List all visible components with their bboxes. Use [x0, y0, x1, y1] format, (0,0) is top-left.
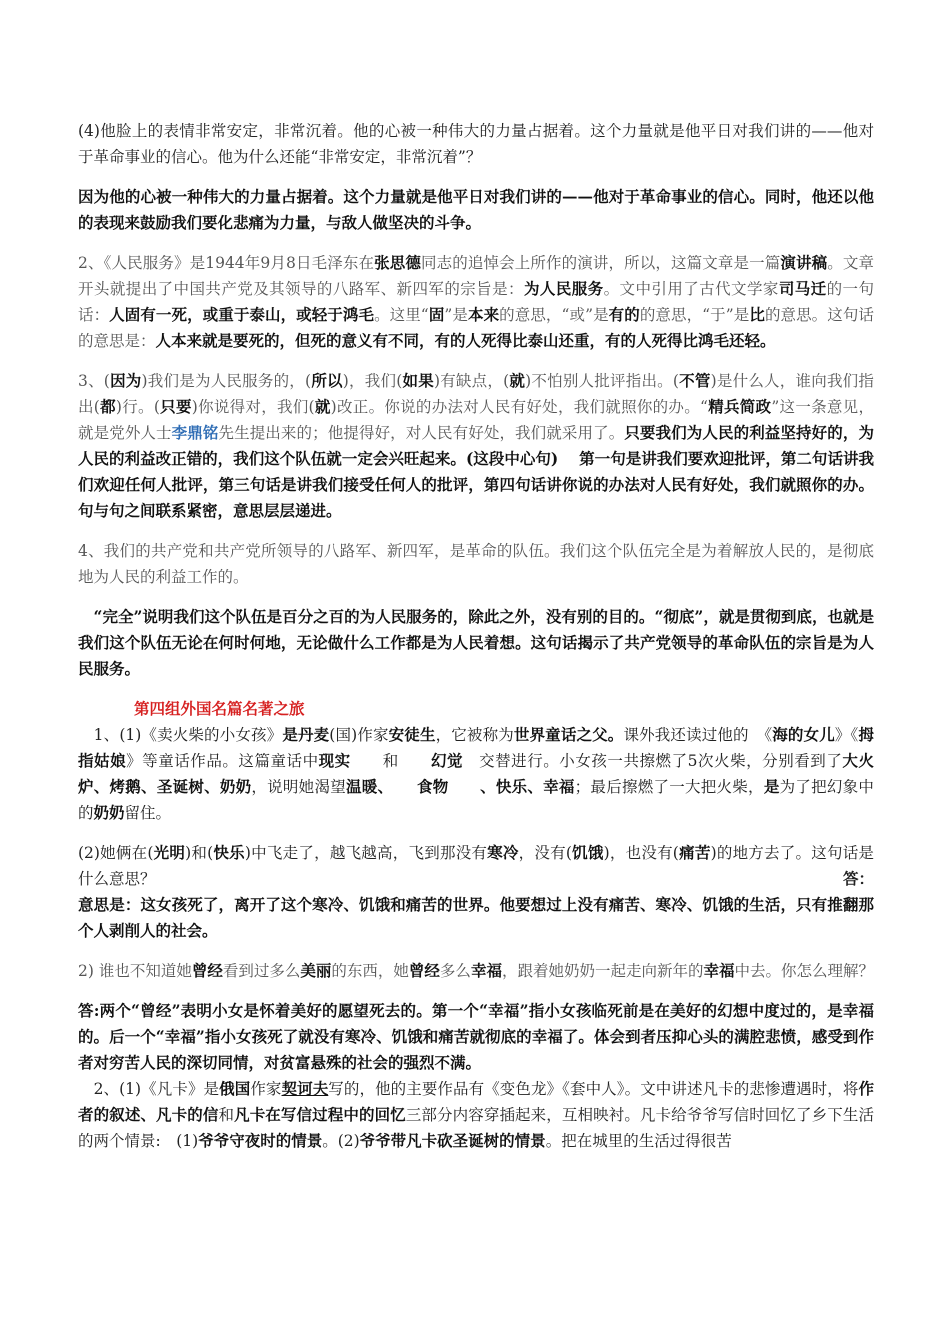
section-3-paragraph	[78, 368, 874, 524]
s2-genre: 演讲稿	[780, 253, 828, 272]
s3-text: )改正。你说的办法对人民有好处，我们就照你的办。“	[330, 398, 708, 416]
group4-item1	[78, 722, 874, 826]
g4-text: )的地方去了。这句话是什么意思？	[78, 844, 874, 888]
g4-text: (国)作家	[329, 726, 389, 744]
group4-item1-question3	[78, 958, 874, 984]
s3-blank: 都	[99, 397, 116, 416]
g4-text: 三部分内容穿插起来，互相映衬。凡卡给爷爷写信时回忆了乡下生活的两个情景: (1)	[78, 1106, 874, 1150]
s3-text: )不怕别人批评指出。(	[525, 372, 679, 390]
document-page	[78, 118, 874, 1154]
s3-li-dingming-link[interactable]: 李鼎铭	[171, 423, 219, 442]
s2-text: 的意思，“于”是	[639, 306, 750, 324]
g4-bold: 现实	[318, 751, 351, 770]
g4-text: 。(2)	[322, 1132, 360, 1150]
s2-zhang-sid: 张思德	[374, 253, 421, 272]
s2-gu: 固	[428, 305, 445, 324]
section-2-paragraph	[78, 250, 874, 354]
g4-bold: 爷爷带凡卡砍圣诞树的情景	[359, 1131, 546, 1150]
g4-text: 写的，他的主要作品有《变色龙》《套中人》。文中讲述凡卡的悲惨遭遇时，将	[328, 1080, 859, 1098]
g4-bold: 食物	[385, 777, 481, 796]
g4-bold: 爷爷守夜时的情景	[198, 1131, 323, 1150]
s3-blank: 不管	[678, 371, 711, 390]
g4-chekhov: 契诃夫	[281, 1079, 329, 1098]
s3-text: )，我们(	[342, 372, 403, 390]
g4-bold: 奶奶	[93, 803, 125, 822]
section-4-paragraph	[78, 538, 874, 590]
s3-text: )有缺点，(	[433, 372, 510, 390]
g4-text: 看到过多么	[222, 962, 301, 980]
g4-bold: 曾经	[191, 961, 223, 980]
s3-blank: 就	[509, 371, 526, 390]
q4-question	[78, 118, 874, 170]
s2-purpose: 为人民服务	[523, 279, 604, 298]
g4-answer-text: 答:两个“曾经”表明小女是怀着美好的愿望死去的。第一个“幸福”指小女孩临死前是在美好的幻想中度过的，是幸福的。后一个“幸福”指小女孩死了就没有寒冷、饥饿和痛苦就彻底的幸福了。体会到者压抑心头的满腔悲愤，感受到作者对穷苦人民的深切同情，对贫富悬殊的社会的强烈不满。	[78, 1001, 874, 1072]
g4-bold: 作者的叙述、凡卡的信	[78, 1079, 874, 1124]
g4-bold: 凡卡在写信过程中的回忆	[234, 1105, 406, 1124]
g4-bold: 世界童话之父。	[513, 725, 624, 744]
g4-bold: 美丽	[300, 961, 332, 980]
s2-text: 的一句话：	[78, 280, 874, 324]
g4-bold: 寒冷	[487, 843, 519, 862]
g4-text: 和	[218, 1106, 235, 1124]
g4-bold: 是	[763, 777, 780, 796]
g4-bold: 幸福	[703, 961, 735, 980]
g4-bold: 是丹麦	[282, 725, 330, 744]
g4-bold: 曾经	[408, 961, 440, 980]
s2-benlai: 本来	[468, 305, 500, 324]
s2-text: 的意思，“或”是	[499, 306, 609, 324]
s2-text: ”是	[444, 306, 468, 324]
s2-meaning: 人本来就是要死的，但死的意义有不同，有的人死得比泰山还重，有的人死得比鸿毛还轻。	[155, 331, 776, 350]
g4-text: 。把在城里的生活过得很苦	[545, 1132, 732, 1150]
group4-item2	[78, 1076, 874, 1154]
g4-text: 中去。你怎么理解？	[734, 962, 874, 980]
s3-blank: 因为	[109, 371, 142, 390]
s3-blank: 只要	[159, 397, 192, 416]
g4-answer-text: 意思是：这女孩死了，离开了这个寒冷、饥饿和痛苦的世界。他要想过上没有痛苦、寒冷、饥饿的生活，只有推翻那个人剥削人的社会。	[78, 895, 874, 940]
s3-blank: 所以	[311, 371, 343, 390]
s3-blank: 如果	[402, 371, 434, 390]
s3-text: )我们是为人民服务的，(	[141, 372, 312, 390]
g4-bold: 、快乐、幸福	[480, 777, 575, 796]
g4-text: ，它被称为	[435, 726, 514, 744]
s2-youde: 有的	[608, 305, 640, 324]
s4-answer-text: “完全”说明我们这个队伍是百分之百的为人民服务的，除此之外，没有别的目的。“彻底”，就是贯彻到底，也就是我们这个队伍无论在何时何地，无论做什么工作都是为人民着想。这句话揭示了共产党领导的革命队伍的宗旨是为人民服务。	[78, 607, 874, 678]
g4-text: ，说明她渴望	[251, 778, 346, 796]
group4-title	[78, 696, 874, 722]
g4-text: )中飞走了，越飞越高，飞到那没有	[244, 844, 488, 862]
g4-bold: 海的女儿	[772, 725, 835, 744]
s3-text: 先生提出来的；他提得好，对人民有好处，我们就采用了。	[218, 424, 625, 442]
g4-bold: 大火炉、烤鹅、圣诞树、奶奶	[78, 751, 874, 796]
q4-answer	[78, 184, 874, 236]
s3-text: )你说得对，我们(	[191, 398, 315, 416]
g4-bold: 温暖、	[345, 777, 386, 796]
g4-andersen: 安徒生	[388, 725, 436, 744]
g4-text: 多么	[439, 962, 471, 980]
g4-text: )和(	[185, 844, 214, 862]
g4-answer-label: 答：	[842, 869, 874, 888]
g4-text: 2) 谁也不知道她	[78, 962, 192, 980]
g4-bold: 饥饿	[571, 843, 604, 862]
s3-blank: 就	[314, 397, 331, 416]
s2-text: 的意思。这句话的意思是：	[78, 306, 874, 350]
g4-text: 课外我还读过他的 《	[623, 726, 773, 744]
g4-text: 》等童话作品。这篇童话中	[126, 752, 319, 770]
g4-text: ；最后擦燃了一大把火柴，	[574, 778, 764, 796]
s2-text: 同志的追悼会上所作的演讲，所以，这篇文章是一篇	[421, 254, 781, 272]
g4-text: )，也没有(	[603, 844, 679, 862]
g4-bold: 拇指姑娘	[78, 725, 874, 770]
g4-bold: 俄国	[219, 1079, 251, 1098]
s3-jingbing: 精兵简政	[707, 397, 772, 416]
s2-text: 2、《人民服务》是1944年9月8日毛泽东在	[78, 254, 375, 272]
s2-text: 。文中引用了古代文学家	[603, 280, 779, 298]
s2-sima-qian: 司马迁	[778, 279, 827, 298]
g4-text: 的东西，她	[331, 962, 409, 980]
g4-text: 为了把幻象中的	[78, 778, 874, 822]
g4-text: ，跟着她奶奶一起走向新年的	[501, 962, 704, 980]
group4-item1-answer3	[78, 998, 874, 1076]
s3-text: )行。(	[115, 398, 160, 416]
group4-item1-question2	[78, 840, 874, 892]
g4-bold: 光明	[153, 843, 186, 862]
s2-text: 。这里“	[374, 306, 429, 324]
s3-text: 3、(	[78, 372, 110, 390]
g4-text: (2)她俩在(	[78, 844, 154, 862]
g4-text: 和	[350, 752, 431, 770]
g4-text: 1、(1)《卖火柴的小女孩》	[78, 726, 283, 744]
g4-bold: 快乐	[213, 843, 245, 862]
q4-answer-text: 因为他的心被一种伟大的力量占据着。这个力量就是他平日对我们讲的——他对于革命事业的信心。同时，他还以他的表现来鼓励我们要化悲痛为力量，与敌人做坚决的斗争。	[78, 187, 874, 232]
g4-text: 留住。	[124, 804, 172, 822]
s2-bi: 比	[749, 305, 765, 324]
g4-bold: 幸福	[470, 961, 502, 980]
s3-text: )是什么人，谁向我们指出(	[78, 372, 874, 416]
s2-text: 。文章开头就提出了中国共产党及其领导的八路军、新四军的宗旨是：	[78, 254, 874, 298]
s3-text: ”这一条意见，就是党外人士	[78, 398, 874, 442]
s4-text: 4、我们的共产党和共产党所领导的八路军、新四军，是革命的队伍。我们这个队伍完全是为着解放人民的，是彻底地为人民的利益工作的。	[78, 542, 874, 586]
g4-text: 》《	[834, 726, 859, 744]
g4-bold: 痛苦	[678, 843, 711, 862]
g4-text: ，没有(	[518, 844, 572, 862]
g4-text: 交替进行。小女孩一共擦燃了5次火柴，分别看到了	[463, 752, 843, 770]
s2-quote: 人固有一死，或重于泰山，或轻于鸿毛	[109, 305, 375, 324]
group4-title-text: 第四组外国名篇名著之旅	[134, 699, 305, 718]
section-4-answer	[78, 604, 874, 682]
group4-item1-answer2	[78, 892, 874, 944]
g4-text: 作家	[250, 1080, 282, 1098]
g4-text: 2、(1)《凡卡》是	[78, 1080, 220, 1098]
q4-question-text: (4)他脸上的表情非常安定，非常沉着。他的心被一种伟大的力量占据着。这个力量就是他平日对我们讲的——他对于革命事业的信心。他为什么还能“非常安定，非常沉着”？	[78, 122, 874, 166]
s3-analysis: 只要我们为人民的利益坚持好的，为人民的利益改正错的，我们这个队伍就一定会兴旺起来。(这段中心句) 第一句是讲我们要欢迎批评，第二句话讲我们欢迎任何人批评，第三句话是讲我们接受任何人的批评，第四句话讲你说的办法对人民有好处，我们就照你的办。句与句之间联系紧密，意思层层递进。	[78, 423, 874, 520]
g4-bold: 幻觉	[430, 751, 464, 770]
